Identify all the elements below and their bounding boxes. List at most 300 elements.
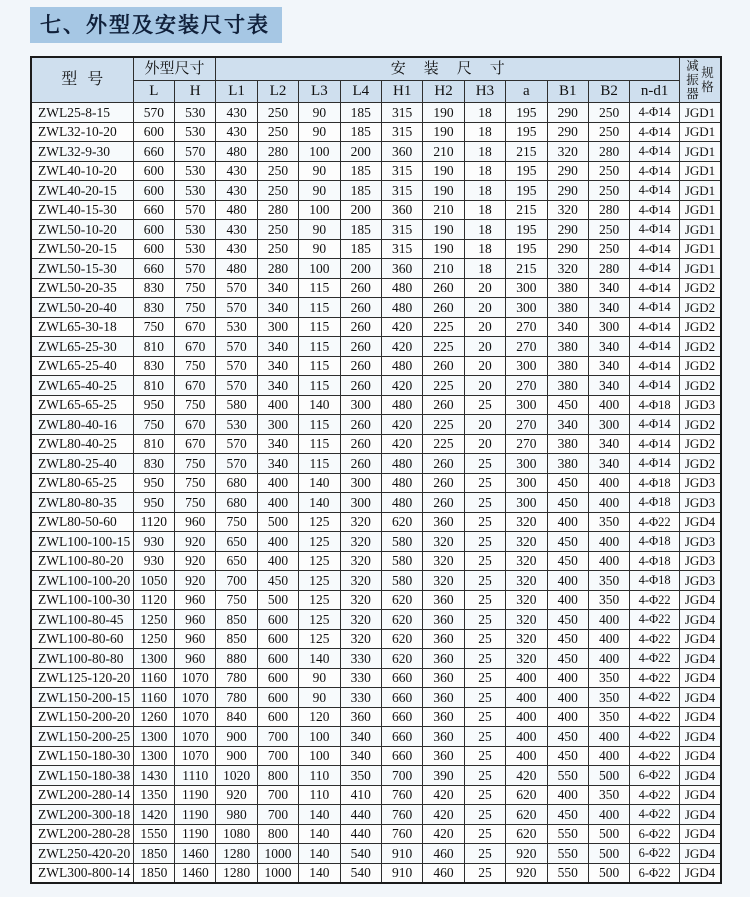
dimension-cell: 140 — [299, 844, 340, 864]
dimension-cell: 750 — [133, 317, 174, 337]
dimension-cell: 260 — [423, 493, 464, 513]
col-header-l4: L4 — [340, 80, 381, 103]
dimension-cell: 960 — [175, 590, 216, 610]
dimension-cell: 1850 — [133, 863, 174, 883]
dimension-cell: 400 — [588, 532, 629, 552]
bolt-holes-cell: 4-Φ14 — [630, 376, 680, 396]
dimension-cell: 1250 — [133, 629, 174, 649]
dimension-cell: 900 — [216, 727, 257, 747]
bolt-holes-cell: 4-Φ14 — [630, 278, 680, 298]
dimension-cell: 810 — [133, 434, 174, 454]
dimension-cell: 450 — [547, 746, 588, 766]
bolt-holes-cell: 4-Φ14 — [630, 122, 680, 142]
dimension-cell: 300 — [588, 415, 629, 435]
damper-spec-cell: JGD4 — [679, 590, 721, 610]
dimension-cell: 450 — [547, 629, 588, 649]
dimension-cell: 300 — [506, 298, 547, 318]
dimension-cell: 250 — [257, 103, 298, 123]
dimension-cell: 1070 — [175, 707, 216, 727]
dimension-cell: 440 — [340, 824, 381, 844]
table-row — [31, 649, 721, 669]
dimension-cell: 18 — [464, 259, 505, 279]
dimension-cell: 530 — [175, 103, 216, 123]
damper-spec-cell: JGD1 — [679, 122, 721, 142]
dimension-cell: 920 — [175, 571, 216, 591]
model-cell: ZWL40-10-20 — [31, 161, 133, 181]
table-row — [31, 571, 721, 591]
dimension-cell: 400 — [547, 785, 588, 805]
dimension-cell: 360 — [381, 259, 422, 279]
dimension-cell: 250 — [588, 122, 629, 142]
dimension-cell: 830 — [133, 454, 174, 474]
dimension-cell: 400 — [547, 668, 588, 688]
dimension-cell: 670 — [175, 337, 216, 357]
dimension-cell: 680 — [216, 473, 257, 493]
dimension-cell: 400 — [257, 532, 298, 552]
table-row — [31, 785, 721, 805]
dimension-cell: 260 — [423, 473, 464, 493]
dimension-cell: 195 — [506, 161, 547, 181]
model-cell: ZWL80-40-16 — [31, 415, 133, 435]
dimension-cell: 115 — [299, 278, 340, 298]
model-cell: ZWL65-25-30 — [31, 337, 133, 357]
dimension-cell: 25 — [464, 766, 505, 786]
dimension-cell: 400 — [506, 707, 547, 727]
table-row — [31, 317, 721, 337]
damper-spec-cell: JGD1 — [679, 239, 721, 259]
dimension-cell: 600 — [257, 629, 298, 649]
damper-spec-cell: JGD1 — [679, 142, 721, 162]
bolt-holes-cell: 4-Φ14 — [630, 434, 680, 454]
damper-spec-cell: JGD2 — [679, 454, 721, 474]
dimension-cell: 570 — [216, 298, 257, 318]
dimension-cell: 580 — [381, 532, 422, 552]
bolt-holes-cell: 4-Φ22 — [630, 629, 680, 649]
dimension-cell: 1300 — [133, 727, 174, 747]
dimension-cell: 620 — [506, 805, 547, 825]
dimension-cell: 18 — [464, 220, 505, 240]
table-row — [31, 805, 721, 825]
dimension-cell: 620 — [506, 785, 547, 805]
model-cell: ZWL50-20-35 — [31, 278, 133, 298]
dimension-cell: 480 — [381, 356, 422, 376]
table-row — [31, 239, 721, 259]
dimension-cell: 500 — [257, 512, 298, 532]
dimension-cell: 185 — [340, 181, 381, 201]
dimension-cell: 340 — [257, 278, 298, 298]
dimension-cell: 580 — [216, 395, 257, 415]
dimension-cell: 570 — [216, 337, 257, 357]
model-cell: ZWL100-100-20 — [31, 571, 133, 591]
dimension-cell: 20 — [464, 356, 505, 376]
bolt-holes-cell: 4-Φ14 — [630, 317, 680, 337]
dimension-cell: 320 — [340, 532, 381, 552]
dimension-cell: 570 — [175, 200, 216, 220]
model-cell: ZWL150-200-25 — [31, 727, 133, 747]
dimension-cell: 400 — [257, 473, 298, 493]
model-cell: ZWL50-10-20 — [31, 220, 133, 240]
dimension-cell: 430 — [216, 161, 257, 181]
dimension-cell: 380 — [547, 298, 588, 318]
dimension-cell: 140 — [299, 649, 340, 669]
dimension-cell: 750 — [175, 278, 216, 298]
bolt-holes-cell: 4-Φ22 — [630, 785, 680, 805]
damper-spec-cell: JGD3 — [679, 395, 721, 415]
dimension-cell: 400 — [588, 746, 629, 766]
dimension-cell: 660 — [381, 688, 422, 708]
dimension-cell: 260 — [340, 317, 381, 337]
dimension-cell: 700 — [257, 785, 298, 805]
col-header-b1: B1 — [547, 80, 588, 103]
dimension-cell: 25 — [464, 629, 505, 649]
dimension-cell: 1190 — [175, 785, 216, 805]
dimension-cell: 315 — [381, 181, 422, 201]
dimension-cell: 125 — [299, 512, 340, 532]
table-row — [31, 278, 721, 298]
page-title: 七、外型及安装尺寸表 — [30, 7, 282, 43]
dimension-cell: 100 — [299, 200, 340, 220]
dimension-cell: 460 — [423, 863, 464, 883]
dimension-cell: 340 — [257, 454, 298, 474]
table-body — [31, 103, 721, 884]
dimension-cell: 360 — [423, 746, 464, 766]
dimension-cell: 320 — [340, 551, 381, 571]
dimension-cell: 290 — [547, 161, 588, 181]
dimension-cell: 300 — [506, 356, 547, 376]
dimension-cell: 450 — [547, 532, 588, 552]
dimension-cell: 660 — [381, 668, 422, 688]
dimension-cell: 320 — [506, 512, 547, 532]
header-sub-row — [31, 80, 721, 103]
model-cell: ZWL100-80-20 — [31, 551, 133, 571]
damper-spec-cell: JGD1 — [679, 259, 721, 279]
table-row — [31, 532, 721, 552]
dimension-cell: 225 — [423, 415, 464, 435]
damper-spec-cell: JGD1 — [679, 220, 721, 240]
dimension-cell: 1070 — [175, 668, 216, 688]
dimension-cell: 320 — [340, 590, 381, 610]
bolt-holes-cell: 4-Φ18 — [630, 571, 680, 591]
dimension-cell: 670 — [175, 376, 216, 396]
dimension-cell: 920 — [506, 863, 547, 883]
dimension-cell: 190 — [423, 239, 464, 259]
dimension-cell: 650 — [216, 532, 257, 552]
bolt-holes-cell: 4-Φ22 — [630, 746, 680, 766]
header-group-row — [31, 57, 721, 80]
table-row — [31, 181, 721, 201]
dimension-cell: 190 — [423, 122, 464, 142]
dimension-cell: 25 — [464, 512, 505, 532]
dimension-cell: 430 — [216, 122, 257, 142]
dimension-cell: 25 — [464, 785, 505, 805]
dimension-cell: 115 — [299, 317, 340, 337]
col-header-h3: H3 — [464, 80, 505, 103]
dimension-cell: 140 — [299, 493, 340, 513]
dimension-cell: 360 — [423, 512, 464, 532]
model-cell: ZWL80-80-35 — [31, 493, 133, 513]
bolt-holes-cell: 4-Φ14 — [630, 259, 680, 279]
dimension-cell: 200 — [340, 259, 381, 279]
bolt-holes-cell: 4-Φ14 — [630, 142, 680, 162]
table-row — [31, 395, 721, 415]
dimension-cell: 530 — [175, 122, 216, 142]
dimension-cell: 480 — [216, 259, 257, 279]
dimension-cell: 315 — [381, 239, 422, 259]
dimension-cell: 880 — [216, 649, 257, 669]
table-row — [31, 220, 721, 240]
dimension-cell: 750 — [175, 454, 216, 474]
dimension-cell: 500 — [588, 863, 629, 883]
dimension-cell: 320 — [340, 629, 381, 649]
dimension-cell: 140 — [299, 805, 340, 825]
dimension-cell: 450 — [547, 395, 588, 415]
dimension-cell: 530 — [175, 220, 216, 240]
dimension-cell: 270 — [506, 434, 547, 454]
dimension-cell: 250 — [588, 103, 629, 123]
dimension-cell: 290 — [547, 122, 588, 142]
dimension-cell: 90 — [299, 122, 340, 142]
table-row — [31, 629, 721, 649]
dimension-cell: 320 — [506, 532, 547, 552]
dimension-cell: 920 — [216, 785, 257, 805]
dimension-cell: 250 — [257, 122, 298, 142]
dimension-cell: 780 — [216, 668, 257, 688]
table-row — [31, 298, 721, 318]
col-header-damper-spec — [679, 57, 721, 103]
dimension-cell: 530 — [175, 161, 216, 181]
dimension-cell: 320 — [506, 571, 547, 591]
bolt-holes-cell: 4-Φ14 — [630, 415, 680, 435]
dimension-cell: 380 — [547, 454, 588, 474]
dimension-cell: 360 — [423, 668, 464, 688]
dimension-cell: 320 — [423, 571, 464, 591]
dimension-cell: 420 — [423, 824, 464, 844]
dimension-cell: 1260 — [133, 707, 174, 727]
model-cell: ZWL100-80-80 — [31, 649, 133, 669]
dimension-cell: 420 — [381, 317, 422, 337]
bolt-holes-cell: 4-Φ14 — [630, 103, 680, 123]
dimension-cell: 340 — [588, 434, 629, 454]
dimension-cell: 360 — [423, 649, 464, 669]
dimension-cell: 400 — [588, 551, 629, 571]
dimension-cell: 270 — [506, 317, 547, 337]
dimension-cell: 350 — [588, 590, 629, 610]
dimension-cell: 250 — [588, 161, 629, 181]
dimension-cell: 360 — [423, 610, 464, 630]
dimension-cell: 920 — [175, 532, 216, 552]
dimension-cell: 660 — [381, 727, 422, 747]
table-row — [31, 376, 721, 396]
dimension-cell: 280 — [588, 142, 629, 162]
dimension-cell: 1300 — [133, 649, 174, 669]
col-header-l2: L2 — [257, 80, 298, 103]
dimension-cell: 320 — [423, 532, 464, 552]
model-cell: ZWL32-10-20 — [31, 122, 133, 142]
dimension-cell: 450 — [547, 805, 588, 825]
table-row — [31, 454, 721, 474]
model-cell: ZWL50-15-30 — [31, 259, 133, 279]
dimension-cell: 850 — [216, 629, 257, 649]
dimension-cell: 280 — [257, 200, 298, 220]
dimension-cell: 760 — [381, 805, 422, 825]
dimension-cell: 550 — [547, 844, 588, 864]
dimension-cell: 250 — [588, 239, 629, 259]
table-row — [31, 200, 721, 220]
dimension-cell: 340 — [340, 746, 381, 766]
dimension-cell: 1070 — [175, 746, 216, 766]
dimension-cell: 260 — [423, 298, 464, 318]
dimension-cell: 1250 — [133, 610, 174, 630]
dimension-cell: 750 — [216, 590, 257, 610]
dimension-cell: 250 — [588, 181, 629, 201]
dimension-cell: 290 — [547, 239, 588, 259]
dimension-cell: 18 — [464, 103, 505, 123]
dimension-cell: 680 — [216, 493, 257, 513]
dimension-cell: 1020 — [216, 766, 257, 786]
dimension-cell: 910 — [381, 844, 422, 864]
dimension-cell: 1420 — [133, 805, 174, 825]
dimension-cell: 960 — [175, 649, 216, 669]
dimension-cell: 290 — [547, 181, 588, 201]
dimension-cell: 20 — [464, 434, 505, 454]
dimension-cell: 250 — [257, 161, 298, 181]
dimension-cell: 1850 — [133, 844, 174, 864]
damper-spec-cell: JGD3 — [679, 493, 721, 513]
table-row — [31, 161, 721, 181]
dimension-cell: 125 — [299, 590, 340, 610]
dimension-cell: 100 — [299, 142, 340, 162]
damper-spec-cell: JGD3 — [679, 551, 721, 571]
dimension-cell: 25 — [464, 746, 505, 766]
dimension-cell: 120 — [299, 707, 340, 727]
dimension-cell: 340 — [588, 454, 629, 474]
dimension-cell: 460 — [423, 844, 464, 864]
dimension-cell: 340 — [588, 356, 629, 376]
dimension-cell: 410 — [340, 785, 381, 805]
dimension-cell: 350 — [588, 707, 629, 727]
dimension-cell: 25 — [464, 688, 505, 708]
dimension-cell: 700 — [257, 746, 298, 766]
damper-spec-cell: JGD3 — [679, 473, 721, 493]
dimension-cell: 350 — [588, 668, 629, 688]
dimension-cell: 830 — [133, 356, 174, 376]
damper-spec-cell: JGD4 — [679, 746, 721, 766]
dimension-cell: 850 — [216, 610, 257, 630]
spec-label: 规格 — [701, 66, 714, 94]
dimension-cell: 700 — [216, 571, 257, 591]
dimension-cell: 250 — [257, 239, 298, 259]
dimension-cell: 750 — [175, 395, 216, 415]
table-row — [31, 493, 721, 513]
dimension-cell: 1160 — [133, 688, 174, 708]
dimension-cell: 1190 — [175, 805, 216, 825]
dimension-cell: 215 — [506, 142, 547, 162]
dimension-cell: 600 — [257, 668, 298, 688]
damper-spec-cell: JGD4 — [679, 629, 721, 649]
dimension-cell: 400 — [257, 395, 298, 415]
dimension-cell: 18 — [464, 239, 505, 259]
table-row — [31, 103, 721, 123]
dimension-cell: 540 — [340, 844, 381, 864]
dimension-cell: 580 — [381, 551, 422, 571]
dimension-cell: 185 — [340, 220, 381, 240]
model-cell: ZWL250-420-20 — [31, 844, 133, 864]
dimension-cell: 430 — [216, 239, 257, 259]
dimension-cell: 330 — [340, 688, 381, 708]
bolt-holes-cell: 4-Φ22 — [630, 610, 680, 630]
table-row — [31, 122, 721, 142]
dimension-cell: 480 — [381, 454, 422, 474]
dimension-cell: 530 — [175, 239, 216, 259]
dimension-cell: 400 — [588, 473, 629, 493]
table-row — [31, 746, 721, 766]
dimension-cell: 350 — [588, 785, 629, 805]
dimension-cell: 380 — [547, 337, 588, 357]
dimension-cell: 550 — [547, 824, 588, 844]
dimension-cell: 25 — [464, 571, 505, 591]
dimension-cell: 18 — [464, 181, 505, 201]
dimension-cell: 260 — [340, 376, 381, 396]
bolt-holes-cell: 4-Φ14 — [630, 161, 680, 181]
dimension-cell: 90 — [299, 239, 340, 259]
dimension-cell: 750 — [216, 512, 257, 532]
dimension-cell: 810 — [133, 337, 174, 357]
dimension-cell: 750 — [175, 473, 216, 493]
dimension-cell: 670 — [175, 317, 216, 337]
dimension-cell: 320 — [340, 610, 381, 630]
dimension-cell: 25 — [464, 824, 505, 844]
dimension-cell: 20 — [464, 317, 505, 337]
model-cell: ZWL65-25-40 — [31, 356, 133, 376]
dimension-cell: 225 — [423, 376, 464, 396]
dimension-cell: 420 — [423, 785, 464, 805]
dimension-cell: 225 — [423, 317, 464, 337]
bolt-holes-cell: 4-Φ14 — [630, 337, 680, 357]
dimension-cell: 300 — [506, 278, 547, 298]
dimension-cell: 620 — [381, 512, 422, 532]
damper-spec-cell: JGD2 — [679, 298, 721, 318]
dimension-cell: 1080 — [216, 824, 257, 844]
dimension-cell: 330 — [340, 668, 381, 688]
bolt-holes-cell: 4-Φ14 — [630, 356, 680, 376]
bolt-holes-cell: 4-Φ14 — [630, 298, 680, 318]
dimension-cell: 400 — [257, 493, 298, 513]
dimension-cell: 500 — [588, 844, 629, 864]
dimension-cell: 185 — [340, 161, 381, 181]
dimension-cell: 400 — [547, 571, 588, 591]
damper-spec-cell: JGD4 — [679, 863, 721, 883]
dimension-cell: 550 — [547, 863, 588, 883]
dimension-cell: 195 — [506, 181, 547, 201]
dimension-cell: 750 — [175, 493, 216, 513]
damper-spec-cell: JGD4 — [679, 805, 721, 825]
dimension-cell: 1120 — [133, 590, 174, 610]
dimension-cell: 25 — [464, 551, 505, 571]
bolt-holes-cell: 4-Φ18 — [630, 493, 680, 513]
dimension-cell: 400 — [506, 688, 547, 708]
dimension-cell: 125 — [299, 629, 340, 649]
dimension-cell: 400 — [547, 688, 588, 708]
dimension-cell: 920 — [506, 844, 547, 864]
damper-spec-cell: JGD1 — [679, 161, 721, 181]
dimension-cell: 20 — [464, 376, 505, 396]
dimension-cell: 620 — [506, 824, 547, 844]
dimension-cell: 500 — [588, 766, 629, 786]
dimension-cell: 920 — [175, 551, 216, 571]
dimension-cell: 950 — [133, 473, 174, 493]
dimension-cell: 800 — [257, 766, 298, 786]
dimension-cell: 350 — [588, 512, 629, 532]
